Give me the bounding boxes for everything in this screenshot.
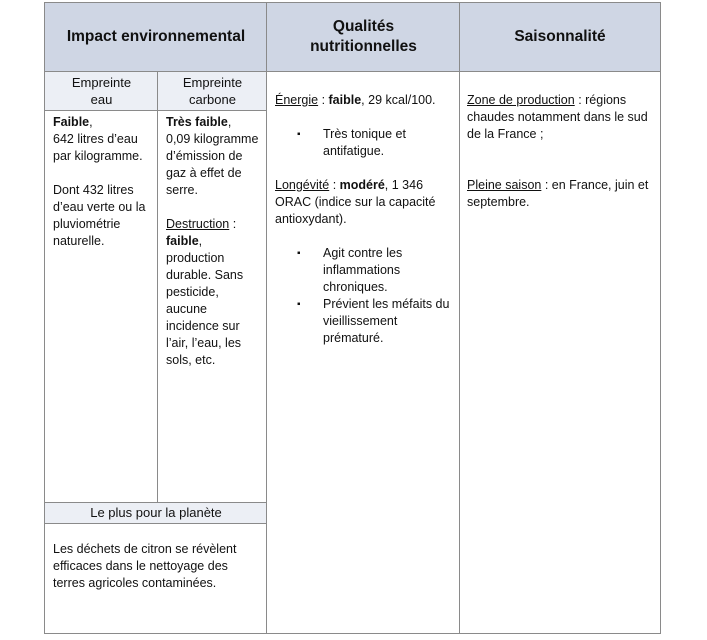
saison-text: : en France, juin et septembre.: [467, 178, 649, 209]
subheader-plus-label: Le plus pour la planète: [90, 505, 222, 520]
saison-line: [467, 177, 655, 211]
subheader-carbone-label: Empreinte carbone: [182, 74, 243, 107]
subheader-eau: [45, 71, 158, 110]
list-item: ▪ Très tonique et antifatigue.: [323, 126, 455, 160]
header-qualites: [267, 3, 460, 71]
border-right: [660, 2, 661, 634]
longevite-colon: :: [329, 178, 340, 192]
header-saisonnalite: [460, 3, 660, 71]
divider-subheader: [44, 110, 267, 111]
eau-level-suffix: ,: [89, 115, 93, 129]
energie-bullets: [275, 126, 455, 160]
zone-label: Zone de production: [467, 93, 575, 107]
carbone-text-1: 0,09 kilogramme d’émission de gaz à effet de serre.: [166, 132, 259, 197]
energie-level: faible: [328, 93, 362, 107]
longevite-level: modéré: [339, 178, 385, 192]
divider-col-1: [266, 2, 267, 634]
header-saisonnalite-label: Saisonnalité: [514, 28, 606, 45]
divider-plus-bottom: [44, 523, 267, 524]
eau-level: Faible: [53, 115, 90, 129]
zone-line: [467, 92, 655, 143]
cell-qualites: [275, 92, 455, 357]
carbone-level: Très faible: [166, 115, 228, 129]
destruction-level-line: [166, 233, 262, 250]
cell-le-plus: [53, 541, 261, 592]
destruction-level-suffix: ,: [198, 234, 203, 248]
longevite-label: Longévité: [275, 178, 330, 192]
cell-empreinte-carbone: [166, 114, 262, 369]
plus-text: Les déchets de citron se révèlent efficaces dans le nettoyage des terres agricoles contaminées.: [53, 542, 237, 590]
header-qualites-label: Qualités nutritionnelles: [310, 18, 417, 55]
carbone-level-suffix: ,: [227, 115, 232, 129]
longevite-value: , 1 346 ORAC (indice sur la capacité antioxydant).: [275, 178, 436, 226]
subheader-carbone: [158, 71, 267, 110]
border-left: [44, 2, 45, 634]
destruction-label: Destruction: [166, 217, 230, 231]
list-item: ▪ Prévient les méfaits du vieillissement prématuré.: [323, 296, 455, 347]
energie-value: , 29 kcal/100.: [361, 93, 436, 107]
cell-saisonnalite: [467, 92, 655, 211]
eau-text-2: Dont 432 litres d’eau verte ou la pluviométrie naturelle.: [53, 183, 146, 248]
header-impact-label: Impact environnemental: [66, 28, 246, 45]
energie-line: [275, 92, 455, 109]
longevite-bullets: [275, 245, 455, 347]
border-bottom: [44, 633, 661, 634]
destruction-text: production durable. Sans pesticide, aucune incidence sur l’air, l’eau, les sols, etc.: [166, 251, 244, 367]
divider-sub: [157, 71, 158, 502]
destruction-colon: :: [229, 217, 237, 231]
divider-col-2: [459, 2, 460, 634]
carbone-level-line: [166, 114, 262, 131]
divider-plus-top: [44, 502, 267, 503]
divider-header: [44, 71, 661, 72]
eau-level-line: [53, 114, 157, 131]
cell-empreinte-eau: [53, 114, 157, 250]
saison-label: Pleine saison: [467, 178, 542, 192]
longevite-line: [275, 177, 455, 228]
border-top: [44, 2, 661, 3]
list-item: ▪ Agit contre les inflammations chroniques.: [323, 245, 455, 296]
subheader-plus: [45, 502, 267, 523]
energie-colon: :: [318, 93, 329, 107]
destruction-level: faible: [166, 234, 199, 248]
header-impact: [45, 3, 267, 71]
subheader-eau-label: Empreinte eau: [71, 74, 132, 107]
zone-text: : régions chaudes notamment dans le sud de la France ;: [467, 93, 648, 141]
destruction-line: [166, 216, 262, 233]
eau-text-1: 642 litres d’eau par kilogramme.: [53, 132, 143, 163]
energie-label: Énergie: [275, 93, 319, 107]
